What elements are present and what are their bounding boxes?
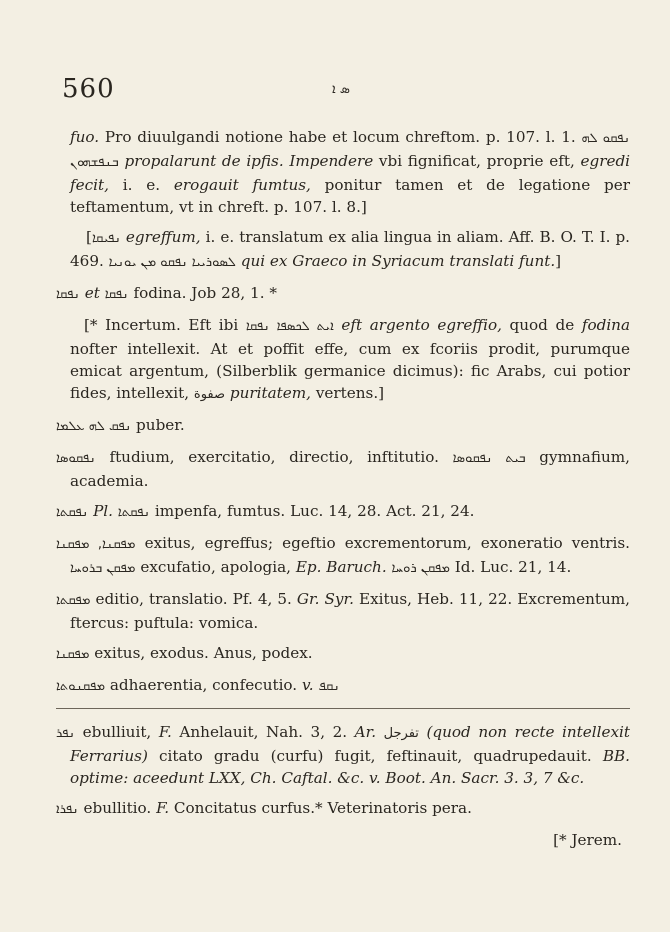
dictionary-paragraph bbox=[56, 532, 630, 580]
foreign-script-text: ܢܦܩܐ bbox=[56, 287, 80, 302]
foreign-script-text: ܒܝܬ ܢܦܩܘܣܐ bbox=[452, 451, 526, 466]
text-run: Id. Luc. 21, 14. bbox=[449, 558, 572, 576]
text-run: egreffum, bbox=[125, 228, 201, 246]
dictionary-paragraph bbox=[56, 414, 630, 438]
text-run: Anhelauit, Nah. 3, 2. bbox=[171, 723, 355, 741]
text-run: fuo. bbox=[70, 128, 100, 146]
text-run: Ar. bbox=[354, 723, 377, 741]
text-run: et bbox=[84, 284, 100, 302]
text-run: Ep. Baruch. bbox=[295, 558, 387, 576]
dictionary-paragraph bbox=[56, 282, 630, 306]
dictionary-paragraph bbox=[56, 721, 630, 789]
text-run: eft argento egreffio, bbox=[341, 316, 502, 334]
text-run: v. bbox=[301, 676, 314, 694]
lower-entries bbox=[56, 721, 630, 851]
text-run: BB. optime: aceedunt LXX, Ch. Caftal. &c. v. Boot. An. Sacr. 3. 3, 7 &c. bbox=[70, 747, 630, 787]
text-run: adhaerentia, confecutio. bbox=[105, 676, 302, 694]
text-run: [* Jerem. bbox=[553, 831, 622, 849]
text-run: exitus, exodus. Anus, podex. bbox=[89, 644, 313, 662]
foreign-script-text: ܢܦܪ bbox=[56, 726, 76, 741]
foreign-script-text: ܢܦܩܬܐ bbox=[117, 505, 151, 520]
foreign-script-text: ܢܦܩܐ bbox=[104, 287, 129, 302]
foreign-script-text: ܢܦܩܬܐ bbox=[56, 505, 89, 520]
text-run: ftudium, exercitatio, directio, inftitutio. bbox=[95, 448, 453, 466]
text-run bbox=[376, 723, 384, 741]
text-run: egredi fecit, bbox=[70, 152, 631, 194]
foreign-script-text: ܡܦܩܢ ܒܪܘܚܐ bbox=[70, 561, 136, 576]
text-run: gymnafium, academia. bbox=[70, 448, 630, 490]
foreign-script-text: صفوة bbox=[193, 387, 226, 402]
foreign-script-text: ܢܦܩܘ ܠܗ ܒܢܦܫܗܘܢ bbox=[70, 131, 630, 170]
dictionary-paragraph bbox=[56, 226, 630, 274]
foreign-script-text: ܡܦܩܢ ܪܘܚܐ bbox=[391, 561, 450, 576]
text-run: puber. bbox=[131, 416, 185, 434]
text-run: (quod non recte intellexit Ferrarius) bbox=[70, 723, 631, 765]
text-run: fodina. Job 28, 1. * bbox=[128, 284, 277, 302]
section-divider bbox=[56, 708, 630, 709]
text-run: Concitatus curfus.* Veterinatoris pera. bbox=[169, 799, 472, 817]
text-run: Exitus, Heb. 11, 22. Excrementum, ftercus: puftula: vomica. bbox=[70, 590, 630, 632]
dictionary-paragraph bbox=[56, 500, 630, 524]
text-run: ebullitio. bbox=[78, 799, 157, 817]
foreign-script-text: ܡܦܩܢܐ, ܡܦܩܢܐ bbox=[56, 537, 136, 552]
dictionary-paragraph bbox=[56, 797, 630, 821]
text-run: [ bbox=[86, 228, 92, 246]
text-run: qui ex Graeco in Syriacum translati funt. bbox=[240, 252, 556, 270]
text-run: vertens.] bbox=[311, 384, 385, 402]
foreign-script-text: تفرجل bbox=[383, 726, 419, 741]
dictionary-paragraph bbox=[56, 674, 630, 698]
dictionary-paragraph bbox=[56, 642, 630, 666]
text-run: editio, translatio. Pf. 4, 5. bbox=[90, 590, 297, 608]
text-run: nofter intellexit. At et poffit effe, cum ex fcoriis prodit, purumque emicat argentum, (Silberblik germanice dicimus): fic Arabs, cui potior fides, intellexit, bbox=[70, 340, 630, 402]
foreign-script-text: ܠܣܘܪܝܝܐ ܢܦܩܘ ܡܢ ܝܘܢܝܐ bbox=[108, 255, 236, 270]
text-run: propalarunt de ipfis. bbox=[124, 152, 284, 170]
text-run: citato gradu (curfu) fugit, feftinauit, quadrupedauit. bbox=[147, 747, 603, 765]
text-run: fodina bbox=[581, 316, 631, 334]
text-run: Gr. Syr. bbox=[296, 590, 354, 608]
text-run: Impendere bbox=[289, 152, 374, 170]
dictionary-paragraph bbox=[56, 314, 630, 406]
text-run: vbi fignificat, proprie eft, bbox=[373, 152, 581, 170]
foreign-script-text: ܢܦܩܘܣܐ bbox=[56, 451, 96, 466]
dictionary-paragraph bbox=[56, 829, 630, 851]
text-run: excufatio, apologia, bbox=[135, 558, 296, 576]
text-run: exitus, egreffus; egeftio excrementorum, exoneratio ventris. bbox=[135, 534, 630, 552]
text-run: erogauit fumtus, bbox=[173, 176, 311, 194]
text-run: i. e. bbox=[108, 176, 174, 194]
text-run: puritatem, bbox=[229, 384, 311, 402]
text-run: impenfa, fumtus. Luc. 14, 28. Act. 21, 24. bbox=[150, 502, 475, 520]
foreign-script-text: ܢܦܝܩܐ bbox=[91, 231, 121, 246]
running-head: ܣ ܐ bbox=[332, 82, 351, 97]
text-run: i. e. translatum ex alia lingua in aliam. Aff. B. O. T. I. p. 469. bbox=[70, 228, 631, 270]
page-header bbox=[62, 74, 622, 114]
dictionary-paragraph bbox=[56, 446, 630, 492]
main-entries bbox=[56, 126, 630, 698]
text-run: Pro diuulgandi notione habe et locum chreftom. p. 107. l. 1. bbox=[99, 128, 582, 146]
dictionary-paragraph bbox=[56, 126, 630, 218]
text-run: ponitur tamen et de legatione per teftamentum, vt in chreft. p. 107. l. 8.] bbox=[70, 176, 630, 216]
foreign-script-text: ܡܦܩܢܘܬܐ bbox=[56, 679, 106, 694]
text-run: quod de bbox=[501, 316, 582, 334]
foreign-script-text: ܢܦܩ ܠܗ ܥܠܡܐ bbox=[56, 419, 132, 434]
page-number: 560 bbox=[62, 74, 115, 104]
text-run: F. bbox=[156, 799, 170, 817]
dictionary-paragraph bbox=[56, 588, 630, 634]
page-body bbox=[56, 126, 630, 859]
foreign-script-text: ܡܦܩܬܐ bbox=[56, 593, 91, 608]
text-run: [* Incertum. Eft ibi bbox=[84, 316, 246, 334]
foreign-script-text: ܢܦܪܐ bbox=[56, 802, 79, 817]
text-run: F. bbox=[158, 723, 172, 741]
text-run: Pl. bbox=[93, 502, 113, 520]
foreign-script-text: ܢܩܦ bbox=[318, 679, 340, 694]
text-run: ] bbox=[555, 252, 562, 270]
text-run: ebulliuit, bbox=[75, 723, 159, 741]
foreign-script-text: ܡܦܩܢܐ bbox=[56, 647, 90, 662]
foreign-script-text: ܐܝܬ ܠܟܣܦܐ ܢܦܩܐ bbox=[245, 319, 334, 334]
